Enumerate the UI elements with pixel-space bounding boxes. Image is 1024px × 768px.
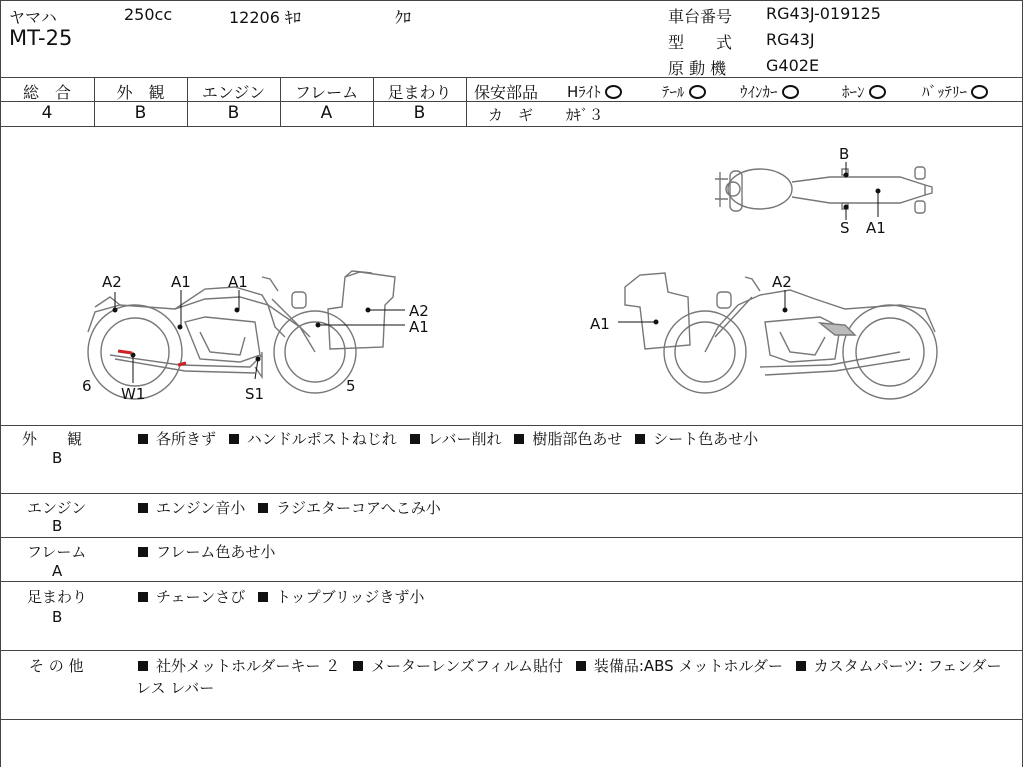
displacement: 250cc [124,5,173,24]
diag-label-a2-box: A2 [409,302,429,320]
remark-divider-2 [0,537,1023,538]
remark-item: 社外メットホルダーキー ２ [156,657,341,675]
remark-divider-3 [0,581,1023,582]
remark-grade-frame: A [52,562,63,580]
type-value: RG43J [766,30,815,49]
diag-label-a2-left: A2 [102,273,122,291]
remark-divider-4 [0,650,1023,651]
safety-taillight: ﾃｰﾙ [662,81,706,102]
ok-circle-icon [971,85,988,99]
remark-items-frame [136,541,281,562]
remark-item: ハンドルポストねじれ [246,430,397,448]
frame-no: RG43J-019125 [766,4,881,23]
grade-value-overall: 4 [41,103,53,123]
diag-label-a1-top: A1 [866,219,886,237]
remark-label-exterior: 外 観 [22,430,83,448]
grade-label-overall: 総 合 [22,83,71,102]
grade-col-5 [466,77,467,126]
safety-label: 保安部品 [474,83,539,102]
remark-item: 装備品:ABS メットホルダー [593,657,783,675]
right-side-bike-drawing [625,273,937,399]
grade-label-engine: エンジン [201,83,266,102]
maker: ヤマハ [9,8,57,27]
remark-item: 樹脂部色あせ [532,430,623,448]
remark-label-other: そ の 他 [29,657,84,675]
ok-circle-icon [605,85,622,99]
safety-horn: ﾎｰﾝ [842,81,886,102]
diagram-labels [82,145,886,403]
safety-winker: ｳｲﾝｶｰ [740,81,799,102]
remark-grade-engine: B [52,517,63,535]
condition-diagram [0,127,1023,424]
grade-label-exterior: 外 観 [116,83,165,102]
key-label: カ ギ [488,106,534,124]
remark-divider-5 [0,719,1023,720]
grade-value-frame: A [320,103,333,123]
remark-grade-exterior: B [52,449,63,467]
remark-label-suspension: 足まわり [27,588,88,606]
model-name: MT-25 [9,26,73,50]
frame-no-label: 車台番号 [668,7,733,26]
remark-items-engine [136,497,447,518]
remark-item: シート色あせ小 [653,430,759,448]
remark-item: ラジエターコアへこみ小 [276,499,441,517]
header-divider [0,77,1023,78]
diag-label-a1-tank: A1 [171,273,191,291]
diag-label-tire-front: 5 [346,377,356,395]
safety-headlight: Hﾗｲﾄ [567,81,622,102]
diagram-divider [0,425,1023,426]
grade-value-exterior: B [134,103,147,123]
mileage: 12206 ｷﾛ [229,8,301,27]
diag-label-s-top: S [840,219,850,237]
diag-label-s1: S1 [245,385,265,403]
remark-grade-suspension: B [52,608,63,626]
diag-label-b-top: B [839,145,850,163]
remark-item: カスタムパーツ: フェンダーレス レバー [136,657,1002,697]
ok-circle-icon [869,85,886,99]
remark-item: チェーンさび [156,588,246,606]
type-label: 型 式 [668,33,733,52]
remark-item: トップブリッジきず小 [276,588,425,606]
diag-label-w1: W1 [121,385,146,403]
remark-item: エンジン音小 [156,499,246,517]
grade-value-suspension: B [413,103,426,123]
safety-battery: ﾊﾞｯﾃﾘｰ [922,81,988,102]
border-top [0,0,1023,1]
engine-no-label: 原 動 機 [668,59,727,78]
remark-item: レバー削れ [427,430,502,448]
remark-divider-1 [0,493,1023,494]
diag-label-a1-right: A1 [590,315,610,333]
diag-label-tire-rear: 6 [82,377,92,395]
engine-no: G402E [766,56,820,75]
remark-label-engine: エンジン [27,499,87,517]
top-view-bike-drawing [715,167,932,213]
ok-circle-icon [782,85,799,99]
diag-label-a1-box: A1 [409,318,429,336]
remark-item: メーターレンズフィルム貼付 [370,657,564,675]
remark-items-exterior [136,428,764,449]
diag-label-a2-right: A2 [772,273,792,291]
grade-label-suspension: 足まわり [387,83,452,102]
remark-items-other [136,655,1012,699]
remark-item: 各所きず [156,430,217,448]
ok-circle-icon [689,85,706,99]
diag-label-a1-cover: A1 [228,273,248,291]
key-value: ｶｷﾞ３ [566,106,604,124]
remark-items-suspension [136,586,430,607]
remark-label-frame: フレーム [27,543,87,561]
remark-item: フレーム色あせ小 [156,543,276,561]
body-color: ｸﾛ [395,8,412,27]
grade-value-engine: B [227,103,240,123]
grade-label-frame: フレーム [294,83,359,102]
